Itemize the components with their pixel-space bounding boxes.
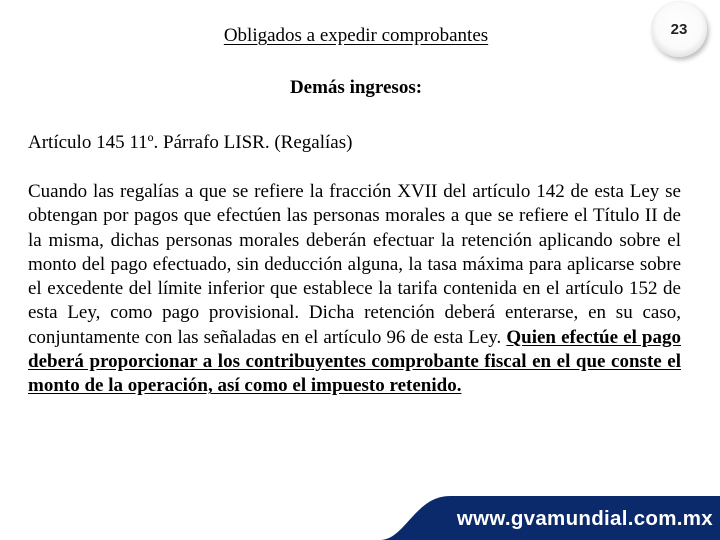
footer-website-url: www.gvamundial.com.mx <box>456 507 713 530</box>
paragraph-text: Cuando las regalías a que se refiere la fracción XVII del artículo 142 de esta Ley se obtengan por pagos que efectúen las personas morales a que se refiere el Título II de la misma, dichas personas morales deberán efectuar la retención aplicando sobre el monto del pago efectuado, sin deducción alguna, la tasa máxima para aplicarse sobre el excedente del límite inferior que establece la tarifa contenida en el artículo 152 de esta Ley, como pago provisional. Dicha retención deberá enterarse, en su caso, conjuntamente con las señaladas en el artículo 96 de esta Ley. <box>28 181 681 348</box>
document-title: Obligados a expedir comprobantes <box>223 25 489 46</box>
section-heading: Demás ingresos: <box>289 77 423 98</box>
footer-banner <box>380 494 720 540</box>
body-paragraph <box>28 180 681 399</box>
article-reference: Artículo 145 11º. Párrafo LISR. (Regalías) <box>28 132 353 153</box>
page-number-badge <box>651 1 707 57</box>
emphasized-text: Quien efectúe el pago deberá proporcionar a los contribuyentes comprobante fiscal en el que conste el monto de la operación, así como el impuesto retenido. <box>28 326 681 397</box>
page-number: 23 <box>670 20 688 38</box>
